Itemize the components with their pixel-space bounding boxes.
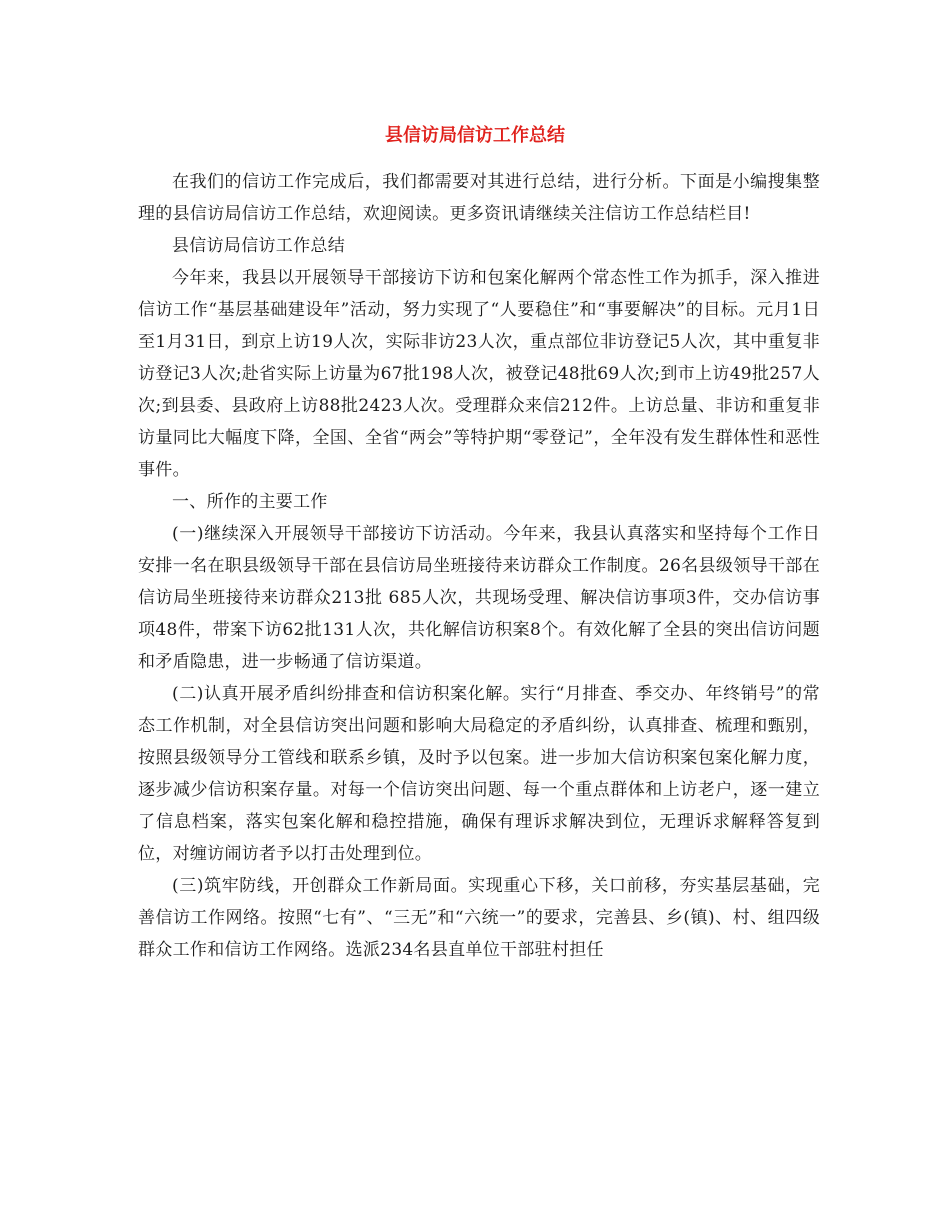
paragraph-intro: 在我们的信访工作完成后，我们都需要对其进行总结，进行分析。下面是小编搜集整理的县信访局信访工作总结，欢迎阅读。更多资讯请继续关注信访工作总结栏目!	[138, 172, 820, 224]
paragraph-item-2: (二)认真开展矛盾纠纷排查和信访积案化解。实行“月排查、季交办、年终销号”的常态工作机制，对全县信访突出问题和影响大局稳定的矛盾纠纷，认真排查、梳理和甄别，按照县级领导分工管线和联系乡镇，及时予以包案。进一步加大信访积案包案化解力度，逐步减少信访积案存量。对每一个信访突出问题、每一个重点群体和上访老户，逐一建立了信息档案，落实包案化解和稳控措施，确保有理诉求解决到位，无理诉求解释答复到位，对缠访闹访者予以打击处理到位。	[138, 684, 820, 864]
document-body	[138, 166, 820, 966]
paragraph-overview: 今年来，我县以开展领导干部接访下访和包案化解两个常态性工作为抓手，深入推进信访工作“基层基础建设年”活动，努力实现了“人要稳住”和“事要解决”的目标。元月1日至1月31日，到京上访19人次，实际非访23人次，重点部位非访登记5人次，其中重复非访登记3人次;赴省实际上访量为67批198人次，被登记48批69人次;到市上访49批257人次;到县委、县政府上访88批2423人次。受理群众来信212件。上访总量、非访和重复非访量同比大幅度下降，全国、全省“两会”等特护期“零登记”，全年没有发生群体性和恶性事件。	[138, 268, 820, 480]
paragraph-item-3: (三)筑牢防线，开创群众工作新局面。实现重心下移，关口前移，夯实基层基础，完善信访工作网络。按照“七有”、“三无”和“六统一”的要求，完善县、乡(镇)、村、组四级群众工作和信访工作网络。选派234名县直单位干部驻村担任	[138, 876, 820, 960]
paragraph-item-1: (一)继续深入开展领导干部接访下访活动。今年来，我县认真落实和坚持每个工作日安排一名在职县级领导干部在县信访局坐班接待来访群众工作制度。26名县级领导干部在信访局坐班接待来访群众213批 685人次，共现场受理、解决信访事项3件，交办信访事项48件，带案下访62批131人次，共化解信访积案8个。有效化解了全县的突出信访问题和矛盾隐患，进一步畅通了信访渠道。	[138, 524, 820, 672]
section-heading-main-work: 一、所作的主要工作	[172, 492, 328, 512]
paragraph-subtitle: 县信访局信访工作总结	[172, 236, 345, 256]
document-title: 县信访局信访工作总结	[385, 125, 565, 146]
